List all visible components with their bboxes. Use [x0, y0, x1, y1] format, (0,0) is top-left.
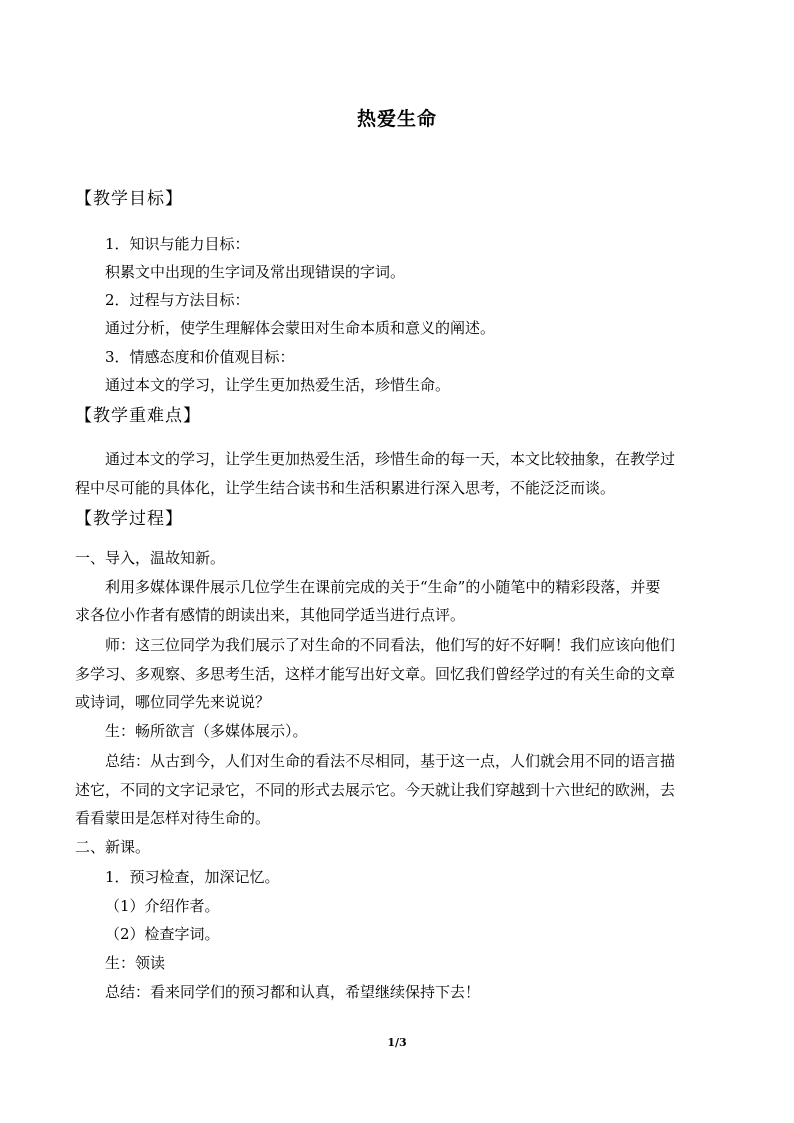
paragraph-line: 看看蒙田是怎样对待生命的。 — [75, 809, 271, 827]
paragraph-line: 一、导入，温故知新。 — [75, 549, 226, 567]
paragraph-line: 程中尽可能的具体化，让学生结合读书和生活积累进行深入思考，不能泛泛而谈。 — [75, 479, 616, 497]
paragraph-line: 通过本文的学习，让学生更加热爱生活，珍惜生命。 — [105, 376, 451, 394]
paragraph-line: 通过分析，使学生理解体会蒙田对生命本质和意义的阐述。 — [105, 319, 496, 337]
paragraph-line: 述它，不同的文字记录它，不同的形式去展示它。今天就让我们穿越到十六世纪的欧洲，去 — [75, 781, 676, 799]
paragraph-line: 求各位小作者有感情的朗读出来，其他同学适当进行点评。 — [75, 606, 466, 624]
paragraph-line: 师：这三位同学为我们展示了对生命的不同看法，他们写的好不好啊！我们应该向他们 — [105, 636, 676, 654]
page-title: 热爱生命 — [356, 108, 437, 130]
paragraph-line: 或诗词，哪位同学先来说说？ — [75, 693, 271, 711]
paragraph-line: 生：畅所欲言（多媒体展示）。 — [105, 722, 308, 740]
section-heading-process: 【教学过程】 — [75, 509, 183, 529]
paragraph-line: 多学习、多观察、多思考生活，这样才能写出好文章。回忆我们曾经学过的有关生命的文章 — [75, 665, 676, 683]
paragraph-line: 总结：从古到今，人们对生命的看法不尽相同，基于这一点，人们就会用不同的语言描 — [105, 752, 676, 770]
section-heading-objectives: 【教学目标】 — [75, 189, 183, 209]
paragraph-line: （1）介绍作者。 — [105, 897, 220, 915]
paragraph-line: 积累文中出现的生字词及常出现错误的字词。 — [105, 263, 406, 281]
paragraph-line: 利用多媒体课件展示几位学生在课前完成的关于“生命”的小随笔中的精彩段落，并要 — [105, 578, 661, 596]
section-heading-key-points: 【教学重难点】 — [75, 406, 201, 426]
page-number: 1/3 — [387, 1036, 407, 1049]
paragraph-line: 2．过程与方法目标： — [105, 291, 250, 309]
paragraph-line: 1．预习检查，加深记忆。 — [105, 868, 280, 886]
paragraph-line: 总结：看来同学们的预习都和认真，希望继续保持下去！ — [105, 983, 481, 1001]
paragraph-line: 二、新课。 — [75, 838, 151, 856]
paragraph-line: 通过本文的学习，让学生更加热爱生活，珍惜生命的每一天，本文比较抽象，在教学过 — [105, 450, 676, 468]
paragraph-line: （2）检查字词。 — [105, 925, 220, 943]
paragraph-line: 生：领读 — [105, 954, 166, 972]
paragraph-line: 1．知识与能力目标： — [105, 235, 250, 253]
paragraph-line: 3．情感态度和价值观目标： — [105, 348, 295, 366]
